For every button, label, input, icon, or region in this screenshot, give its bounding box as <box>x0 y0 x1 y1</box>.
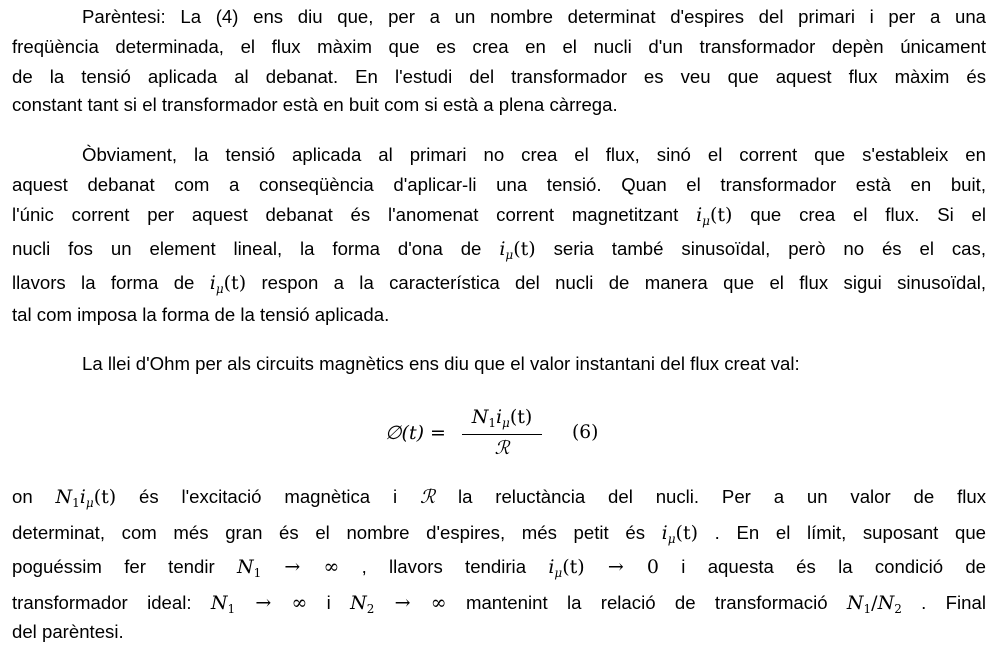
text-segment: , llavors tendiria <box>361 556 527 577</box>
text-segment: determinat, com més gran és el nombre d'espires, més petit és <box>12 522 645 543</box>
paragraph-1-line-4: constant tant si el transformador està en buit com si està a plena càrrega. <box>12 94 618 115</box>
text-segment: l'únic corrent per aquest debanat és l'anomenat corrent magnetitzant <box>12 204 679 225</box>
i-mu-to-zero-formula: $i_\mu(t) \to 0$ <box>548 556 660 580</box>
paragraph-2-line-2: aquest debanat com a conseqüència d'aplicar-li una tensió. Quan el transformador està en buit, <box>12 174 986 195</box>
text-segment: transformador ideal: <box>12 592 192 613</box>
equation-numerator: $N_1i_\mu(t)$ <box>471 406 533 430</box>
paragraph-4-line-4 <box>12 588 986 618</box>
equation-number: (6) <box>572 422 599 443</box>
text-segment: que crea el flux. Si el <box>750 204 986 225</box>
paragraph-1-line-2: freqüència determinada, el flux màxim que es crea en el nucli d'un transformador depèn únicament <box>12 36 986 57</box>
reluctance-symbol: ℛ <box>419 486 436 508</box>
i-mu-of-t-formula: $i_\mu(t)$ <box>209 272 247 296</box>
i-mu-of-t-formula: $i_\mu(t)$ <box>499 238 536 262</box>
paragraph-3-line-1: La llei d'Ohm per als circuits magnètics ens diu que el valor instantani del flux creat val: <box>82 353 800 374</box>
i-mu-of-t-formula: $i_\mu(t)$ <box>696 204 733 228</box>
paragraph-1-line-1: Parèntesi: La (4) ens diu que, per a un nombre determinat d'espires del primari i per a una <box>82 6 986 27</box>
paragraph-2-line-4 <box>12 234 986 264</box>
text-segment: respon a la característica del nucli de manera que el flux sigui sinusoïdal, <box>261 272 986 293</box>
transformation-ratio-formula: $N_1/N_2$ <box>846 592 902 616</box>
text-segment: mantenint la relació de transformació <box>465 592 828 613</box>
text-segment: . En el límit, suposant que <box>714 522 987 543</box>
paragraph-2-line-6: tal com imposa la forma de la tensió aplicada. <box>12 304 390 325</box>
paragraph-4-line-1 <box>12 482 986 512</box>
text-segment: poguéssim fer tendir <box>12 556 215 577</box>
text-segment: . Final <box>921 592 986 613</box>
paragraph-4-line-5: del parèntesi. <box>12 621 124 642</box>
text-segment: seria també sinusoïdal, però no és el cas, <box>553 238 986 259</box>
text-segment: i <box>326 592 331 613</box>
paragraph-2-line-5 <box>12 268 986 298</box>
i-mu-of-t-formula: $i_\mu(t)$ <box>661 522 699 546</box>
paragraph-4-line-2 <box>12 518 986 548</box>
n1-to-infinity-formula: $N_1$ → ∞ <box>236 556 340 580</box>
equation-denominator: ℛ <box>494 438 510 459</box>
paragraph-1-line-3: de la tensió aplicada al debanat. En l'estudi del transformador es veu que aquest flux màxim és <box>12 66 986 87</box>
equation-lhs: ∅(t) = <box>385 422 446 444</box>
text-segment: és l'excitació magnètica i <box>139 486 398 507</box>
paragraph-2-line-3 <box>12 200 986 230</box>
text-segment: llavors la forma de <box>12 272 195 293</box>
text-segment: la reluctància del nucli. Per a un valor de flux <box>457 486 987 507</box>
text-segment: on <box>12 486 33 507</box>
text-segment: nucli fos un element lineal, la forma d'ona de <box>12 238 482 259</box>
n1-i-mu-formula: $N_1i_\mu(t)$ <box>55 486 117 510</box>
n2-to-infinity-formula: $N_2$ → ∞ <box>350 592 447 616</box>
paragraph-2-line-1: Òbviament, la tensió aplicada al primari no crea el flux, sinó el corrent que s'estableix en <box>82 144 986 165</box>
paragraph-4-line-3 <box>12 552 986 582</box>
n1-to-infinity-formula: $N_1$ → ∞ <box>210 592 308 616</box>
text-segment: i aquesta és la condició de <box>681 556 987 577</box>
equation-fraction <box>461 402 543 463</box>
